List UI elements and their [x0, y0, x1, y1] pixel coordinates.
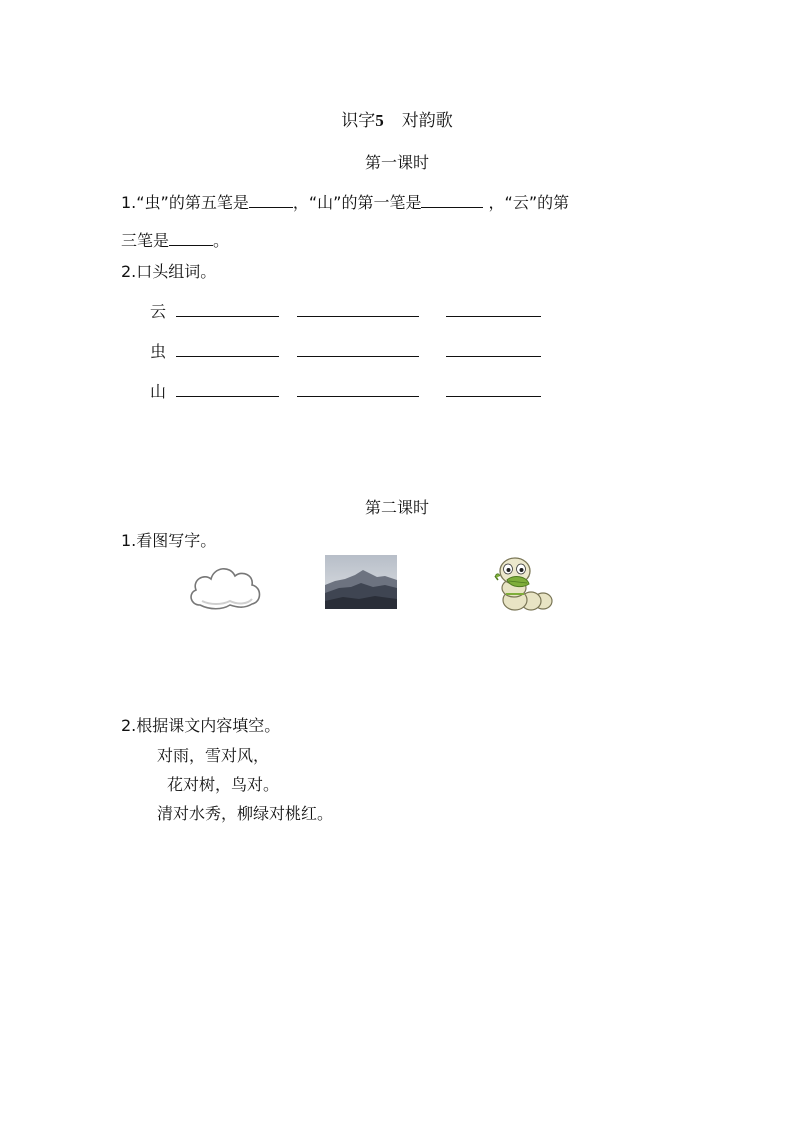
word-char-chong: 虫 — [150, 342, 167, 361]
word-line[interactable] — [446, 356, 541, 357]
lesson1-question1-line1 — [121, 190, 569, 213]
q1-text-part5: 。 — [213, 231, 230, 250]
word-line[interactable] — [297, 396, 419, 397]
answer-blank-2[interactable] — [421, 193, 483, 208]
q1-text-part1: “虫”的第五笔是 — [136, 193, 249, 212]
lesson2-heading: 第二课时 — [364, 498, 429, 517]
word-line[interactable] — [297, 356, 419, 357]
word-char-shan: 山 — [150, 382, 167, 401]
word-line[interactable] — [297, 316, 419, 317]
lesson1-heading: 第一课时 — [364, 153, 429, 172]
q1-text-part2: ，“山”的第一笔是 — [292, 193, 422, 212]
lesson1-question2-label: 2.口头组词。 — [121, 262, 217, 281]
title-prefix: 识字 — [341, 111, 376, 131]
word-line[interactable] — [176, 356, 279, 357]
lesson1-question1-line2 — [121, 228, 229, 251]
word-line[interactable] — [446, 396, 541, 397]
word-line[interactable] — [176, 316, 279, 317]
mountain-picture — [325, 555, 397, 609]
word-line[interactable] — [446, 316, 541, 317]
page-title — [0, 106, 794, 131]
cloud-picture — [186, 561, 264, 611]
lesson2-question2-label: 2.根据课文内容填空。 — [121, 716, 281, 735]
word-char-yun: 云 — [150, 302, 167, 321]
word-line[interactable] — [176, 396, 279, 397]
title-number: 5 — [375, 111, 384, 130]
q1-number: 1. — [121, 193, 137, 212]
poem-line-3: 清对水秀，柳绿对桃红。 — [157, 804, 334, 823]
poem-line-2: 花对树，鸟对。 — [167, 775, 280, 794]
q1-text-part3: ，“云”的第 — [483, 193, 570, 212]
lesson2-question1-label: 1.看图写字。 — [121, 531, 217, 550]
caterpillar-picture — [493, 554, 557, 614]
q1-text-part4: 三笔是 — [121, 231, 170, 250]
poem-line-1: 对雨，雪对风， — [157, 746, 270, 765]
answer-blank-3[interactable] — [169, 231, 213, 246]
title-name: 对韵歌 — [401, 111, 453, 131]
answer-blank-1[interactable] — [249, 193, 293, 208]
